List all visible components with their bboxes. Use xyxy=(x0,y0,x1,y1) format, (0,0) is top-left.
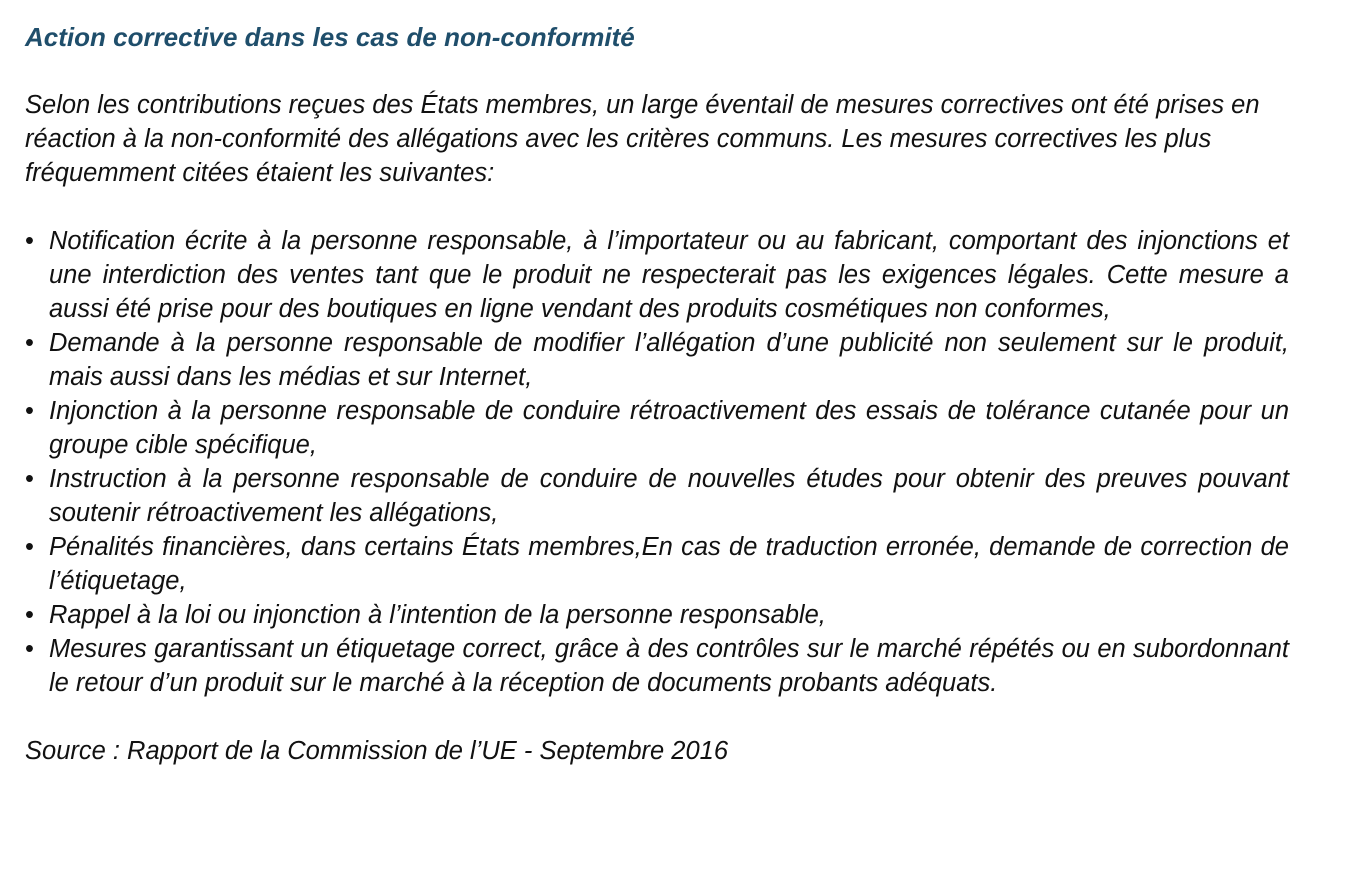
list-item-text: Mesures garantissant un étiquetage correct, grâce à des contrôles sur le marché répétés ou en subordonnant le retour d’un produit sur le marché à la réception de documents probants adéquats. xyxy=(49,635,1289,697)
source-citation: Source : Rapport de la Commission de l’UE - Septembre 2016 xyxy=(25,737,729,765)
document-page xyxy=(25,20,1289,768)
list-item xyxy=(25,530,1289,598)
bullet-icon: • xyxy=(25,227,34,255)
list-item xyxy=(25,462,1289,530)
bullet-icon: • xyxy=(25,533,34,561)
bullet-icon: • xyxy=(25,329,34,357)
list-item-text: Notification écrite à la personne responsable, à l’importateur ou au fabricant, comportant des injonctions et une interdiction des ventes tant que le produit ne respecterait pas les exigences légales. Cette mesure a aussi été prise pour des boutiques en ligne vendant des produits cosmétiques non conformes, xyxy=(49,227,1289,323)
list-item xyxy=(25,598,1289,632)
bullet-icon: • xyxy=(25,465,34,493)
list-item xyxy=(25,632,1289,700)
list-item-text: Injonction à la personne responsable de conduire rétroactivement des essais de tolérance cutanée pour un groupe cible spécifique, xyxy=(49,397,1289,459)
list-item xyxy=(25,326,1289,394)
bullet-icon: • xyxy=(25,601,34,629)
bullet-icon: • xyxy=(25,635,34,663)
list-item-text: Demande à la personne responsable de modifier l’allégation d’une publicité non seulement sur le produit, mais aussi dans les médias et sur Internet, xyxy=(49,329,1289,391)
list-item-text: Instruction à la personne responsable de conduire de nouvelles études pour obtenir des preuves pouvant soutenir rétroactivement les allégations, xyxy=(49,465,1289,527)
list-item-text: Pénalités financières, dans certains États membres,En cas de traduction erronée, demande de correction de l’étiquetage, xyxy=(49,533,1289,595)
list-item xyxy=(25,224,1289,326)
document-title: Action corrective dans les cas de non-conformité xyxy=(25,22,635,52)
list-item-text: Rappel à la loi ou injonction à l’intention de la personne responsable, xyxy=(49,601,826,629)
intro-paragraph: Selon les contributions reçues des États membres, un large éventail de mesures correctives ont été prises en réaction à la non-conformité des allégations avec les critères communs. Les mesures correctives les plus fréquemment citées étaient les suivantes: xyxy=(25,91,1260,187)
bullet-icon: • xyxy=(25,397,34,425)
corrective-measures-list xyxy=(25,224,1289,700)
list-item xyxy=(25,394,1289,462)
